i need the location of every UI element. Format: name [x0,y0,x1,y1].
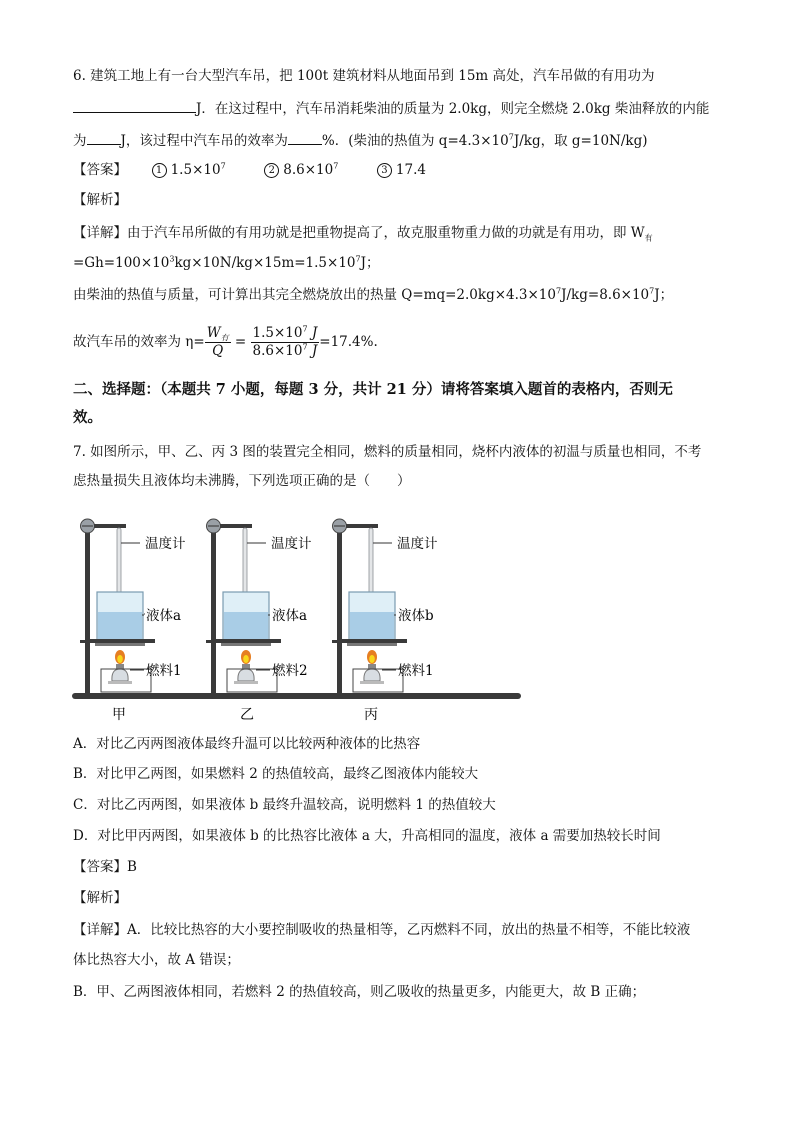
fuel-label-3: 燃料1 [398,663,434,679]
thermometer-label-1: 温度计 [145,536,186,552]
answer-blank-1 [73,98,196,113]
q6-line3-c: %．(柴油的热值为 q=4.3×10 [321,133,509,149]
fraction-w-over-q [205,325,231,360]
q7-line2: 虑热量损失且液体均未沸腾，下列选项正确的是（ ） [73,473,411,489]
fuel-label-2: 燃料2 [272,663,308,679]
liquid-label-1: 液体a [146,608,182,624]
q7-detail-1: 【详解】A．比较比热容的大小要控制吸收的热量相等，乙丙燃料不同，放出的热量不相等，不能比较液 [73,922,691,938]
q6-detail-1 [73,223,653,243]
q6-line1: 6. 建筑工地上有一台大型汽车吊，把 100t 建筑材料从地面吊到 15m 高处，汽车吊做的有用功为 [73,68,655,84]
q6-efficiency-formula: 故汽车吊的效率为 η= $\frac{W_有}{Q}$ = $\frac{1.5\times 10^7 J}{8.6\times 10^7 J}$ =17.4%. [73,324,378,359]
q6-detail-1-text: 【详解】由于汽车吊所做的有用功就是把重物提高了，故克服重物重力做的功就是有用功，即 W [73,225,645,241]
experiment-figure [0,498,794,728]
q6-line3-a: 为 [73,133,87,149]
q7-answer-label: 【答案】 [73,859,127,875]
fraction-value-den [251,343,320,360]
q7-detail-3: B．甲、乙两图液体相同，若燃料 2 的热值较高，则乙吸收的热量更多，内能更大，故 B 正确； [73,984,646,1000]
q6-detail-2 [73,253,380,273]
q6-line2-text: J．在这过程中，汽车吊消耗柴油的质量为 2.0kg，则完全燃烧 2.0kg 柴油释放的内能 [196,101,710,117]
fraction-value-num-exp: 7 [302,324,308,334]
answer-blank-3 [288,130,322,145]
q6-line3-d: J/kg，取 g=10N/kg) [513,133,648,149]
q6-detail-2c: J； [360,255,380,271]
q6-line3-b: J，该过程中汽车吊的效率为 [120,133,288,149]
option-a: A．对比乙丙两图液体最终升温可以比较两种液体的比热容 [73,736,421,752]
answer-blank-2 [87,130,121,145]
answer-1-exp: 7 [220,161,226,171]
fraction-values [251,325,320,360]
fraction-value-num-base: 1.5×10 [252,325,303,341]
fraction-value-num-unit: J [307,325,318,341]
q6-detail-2b: kg×10N/kg×15m=1.5×10 [174,255,356,271]
q6-detail-3a: 由柴油的热值与质量，可计算出其完全燃烧放出的热量 Q=mq=2.0kg×4.3×10 [73,287,556,303]
option-d: D．对比甲丙两图，如果液体 b 的比热容比液体 a 大，升高相同的温度，液体 a 需要加热较长时间 [73,828,661,844]
q7-answer [73,857,137,877]
q7-line1: 7. 如图所示，甲、乙、丙 3 图的装置完全相同，燃料的质量相同，烧杯内液体的初温与质量也相同，不考 [73,444,702,460]
section-heading-line1: 二、选择题：（本题共 7 小题，每题 3 分，共计 21 分）请将答案填入题首的表格内，否则无 [73,381,673,398]
fraction-w-sub: 有 [220,333,229,343]
answer-label: 【答案】 [73,162,127,178]
q6-line3-exp: 7 [508,132,514,142]
q6-analysis-label: 【解析】 [73,192,127,208]
section-heading-line2: 效。 [73,409,102,426]
circled-number-3: 3 [377,163,392,178]
efficiency-prefix: 故汽车吊的效率为 η= [73,334,205,350]
answer-2: 8.6×10 [283,162,334,178]
q7-analysis-label: 【解析】 [73,890,127,906]
caption-bing: 丙 [364,707,378,723]
q7-answer-value: B [127,859,137,875]
fraction-value-num [251,325,320,343]
liquid-label-3: 液体b [398,608,434,624]
q6-detail-3-exp2: 7 [649,286,655,296]
q6-detail-3c: J； [654,287,674,303]
thermometer-label-3: 温度计 [397,536,438,552]
fraction-q: Q [212,343,224,359]
fraction-value-den-exp: 7 [302,342,308,352]
fraction-w: W [206,325,221,341]
fuel-label-1: 燃料1 [146,663,182,679]
fraction-value-den-unit: J [307,343,318,359]
fraction-w-num [205,325,231,343]
caption-jia: 甲 [112,707,126,723]
liquid-label-2: 液体a [272,608,308,624]
option-c: C．对比乙丙两图，如果液体 b 最终升温较高，说明燃料 1 的热值较大 [73,797,496,813]
q6-detail-2-exp1: 3 [169,254,175,264]
w-subscript: 有 [644,233,653,243]
answer-2-exp: 7 [333,161,339,171]
q7-detail-2: 体比热容大小，故 A 错误； [73,952,240,968]
q6-detail-2-exp2: 7 [355,254,361,264]
fraction-value-den-base: 8.6×10 [252,343,303,359]
q6-detail-3b: J/kg=8.6×10 [561,287,650,303]
efficiency-result: =17.4%. [319,334,378,350]
q6-line3 [73,130,647,151]
answer-1: 1.5×10 [170,162,221,178]
q6-detail-3-exp1: 7 [556,286,562,296]
q6-line2 [73,98,709,119]
q6-detail-3 [73,285,673,305]
option-b: B．对比甲乙两图，如果燃料 2 的热值较高，最终乙图液体内能较大 [73,766,479,782]
caption-yi: 乙 [240,707,254,723]
thermometer-label-2: 温度计 [271,536,312,552]
q6-answer [73,160,426,180]
circled-number-2: 2 [264,163,279,178]
circled-number-1: 1 [152,163,167,178]
q6-detail-2a: =Gh=100×10 [73,255,170,271]
answer-3: 17.4 [395,162,426,178]
